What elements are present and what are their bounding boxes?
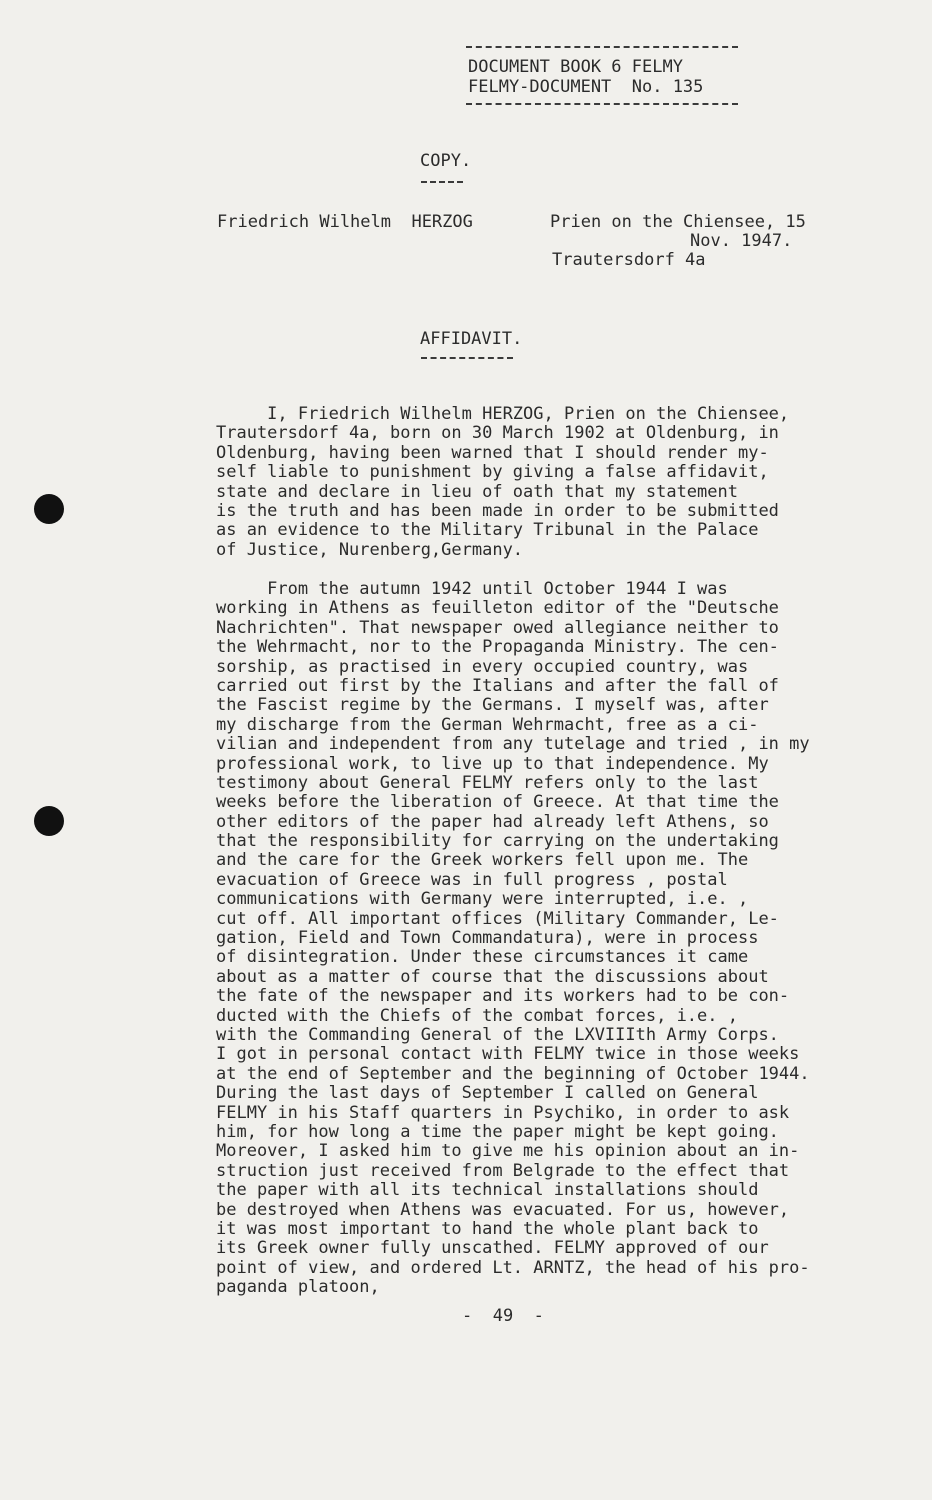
text-line: From the autumn 1942 until October 1944 I was bbox=[216, 579, 728, 599]
paragraph-1 bbox=[216, 405, 896, 560]
header-rule-bottom bbox=[466, 103, 738, 105]
author-name: Friedrich Wilhelm HERZOG bbox=[217, 212, 473, 232]
text-line: During the last days of September I called on General bbox=[216, 1083, 759, 1104]
text-line: evacuation of Greece was in full progress , postal bbox=[216, 869, 728, 890]
text-line: of disintegration. Under these circumstances it came bbox=[216, 947, 749, 968]
text-line: at the end of September and the beginning of October 1944. bbox=[216, 1063, 810, 1084]
text-line: struction just received from Belgrade to the effect that bbox=[216, 1160, 790, 1181]
copy-label: COPY. bbox=[420, 151, 472, 171]
copy-underline bbox=[421, 181, 463, 183]
text-line: about as a matter of course that the discussions about bbox=[216, 966, 769, 987]
text-line: him, for how long a time the paper might be kept going. bbox=[216, 1121, 779, 1142]
text-line: with the Commanding General of the LXVIIIth Army Corps. bbox=[216, 1024, 779, 1045]
text-line: testimony about General FELMY refers only to the last bbox=[216, 772, 759, 793]
text-line: Moreover, I asked him to give me his opinion about an in- bbox=[216, 1141, 800, 1162]
text-line: communications with Germany were interrupted, i.e. , bbox=[216, 889, 749, 910]
text-line: state and declare in lieu of oath that my statement bbox=[216, 481, 738, 502]
paragraph-2 bbox=[216, 580, 896, 1297]
text-line: I got in personal contact with FELMY twice in those weeks bbox=[216, 1044, 800, 1065]
page-number: - 49 - bbox=[462, 1306, 544, 1326]
document-book-label: DOCUMENT BOOK 6 FELMY bbox=[468, 57, 683, 77]
text-line: it was most important to hand the whole plant back to bbox=[216, 1218, 759, 1239]
text-line: that the responsibility for carrying on the undertaking bbox=[216, 831, 779, 852]
place-date-line1: Prien on the Chiensee, 15 bbox=[550, 212, 806, 232]
header-rule-top bbox=[466, 46, 738, 48]
text-line: of Justice, Nurenberg,Germany. bbox=[216, 539, 524, 560]
text-line: cut off. All important offices (Military Commander, Le- bbox=[216, 908, 779, 929]
text-line: professional work, to live up to that independence. My bbox=[216, 753, 769, 774]
text-line: the paper with all its technical installations should bbox=[216, 1180, 759, 1201]
text-line: the Wehrmacht, nor to the Propaganda Ministry. The cen- bbox=[216, 637, 779, 658]
text-line: vilian and independent from any tutelage and tried , in my bbox=[216, 734, 810, 755]
place-date-line2: Nov. 1947. bbox=[690, 231, 793, 251]
author-address: Trautersdorf 4a bbox=[552, 250, 706, 270]
text-line: self liable to punishment by giving a false affidavit, bbox=[216, 462, 769, 483]
text-line: the fate of the newspaper and its workers had to be con- bbox=[216, 986, 790, 1007]
title-underline bbox=[421, 357, 513, 359]
text-line: gation, Field and Town Commandatura), were in process bbox=[216, 928, 759, 949]
affidavit-title: AFFIDAVIT. bbox=[420, 329, 523, 349]
text-line: weeks before the liberation of Greece. At that time the bbox=[216, 792, 779, 813]
text-line: be destroyed when Athens was evacuated. For us, however, bbox=[216, 1199, 790, 1220]
text-line: the Fascist regime by the Germans. I myself was, after bbox=[216, 695, 769, 716]
text-line: I, Friedrich Wilhelm HERZOG, Prien on the Chiensee, bbox=[216, 404, 790, 424]
text-line: other editors of the paper had already left Athens, so bbox=[216, 811, 769, 832]
text-line: sorship, as practised in every occupied country, was bbox=[216, 656, 749, 677]
text-line: carried out first by the Italians and after the fall of bbox=[216, 675, 779, 696]
text-line: and the care for the Greek workers fell upon me. The bbox=[216, 850, 749, 871]
text-line: its Greek owner fully unscathed. FELMY approved of our bbox=[216, 1238, 769, 1259]
text-line: Oldenburg, having been warned that I should render my- bbox=[216, 442, 769, 463]
text-line: Nachrichten". That newspaper owed allegiance neither to bbox=[216, 617, 779, 638]
punch-hole-bottom bbox=[34, 806, 64, 836]
text-line: as an evidence to the Military Tribunal in the Palace bbox=[216, 520, 759, 541]
text-line: Trautersdorf 4a, born on 30 March 1902 at Oldenburg, in bbox=[216, 423, 779, 444]
text-line: my discharge from the German Wehrmacht, free as a ci- bbox=[216, 714, 759, 735]
text-line: working in Athens as feuilleton editor of the "Deutsche bbox=[216, 598, 779, 619]
text-line: FELMY in his Staff quarters in Psychiko, in order to ask bbox=[216, 1102, 790, 1123]
text-line: point of view, and ordered Lt. ARNTZ, the head of his pro- bbox=[216, 1257, 810, 1278]
text-line: ducted with the Chiefs of the combat forces, i.e. , bbox=[216, 1005, 738, 1026]
text-line: is the truth and has been made in order to be submitted bbox=[216, 500, 779, 521]
text-line: paganda platoon, bbox=[216, 1277, 380, 1298]
punch-hole-top bbox=[34, 494, 64, 524]
felmy-document-number: FELMY-DOCUMENT No. 135 bbox=[468, 77, 704, 97]
